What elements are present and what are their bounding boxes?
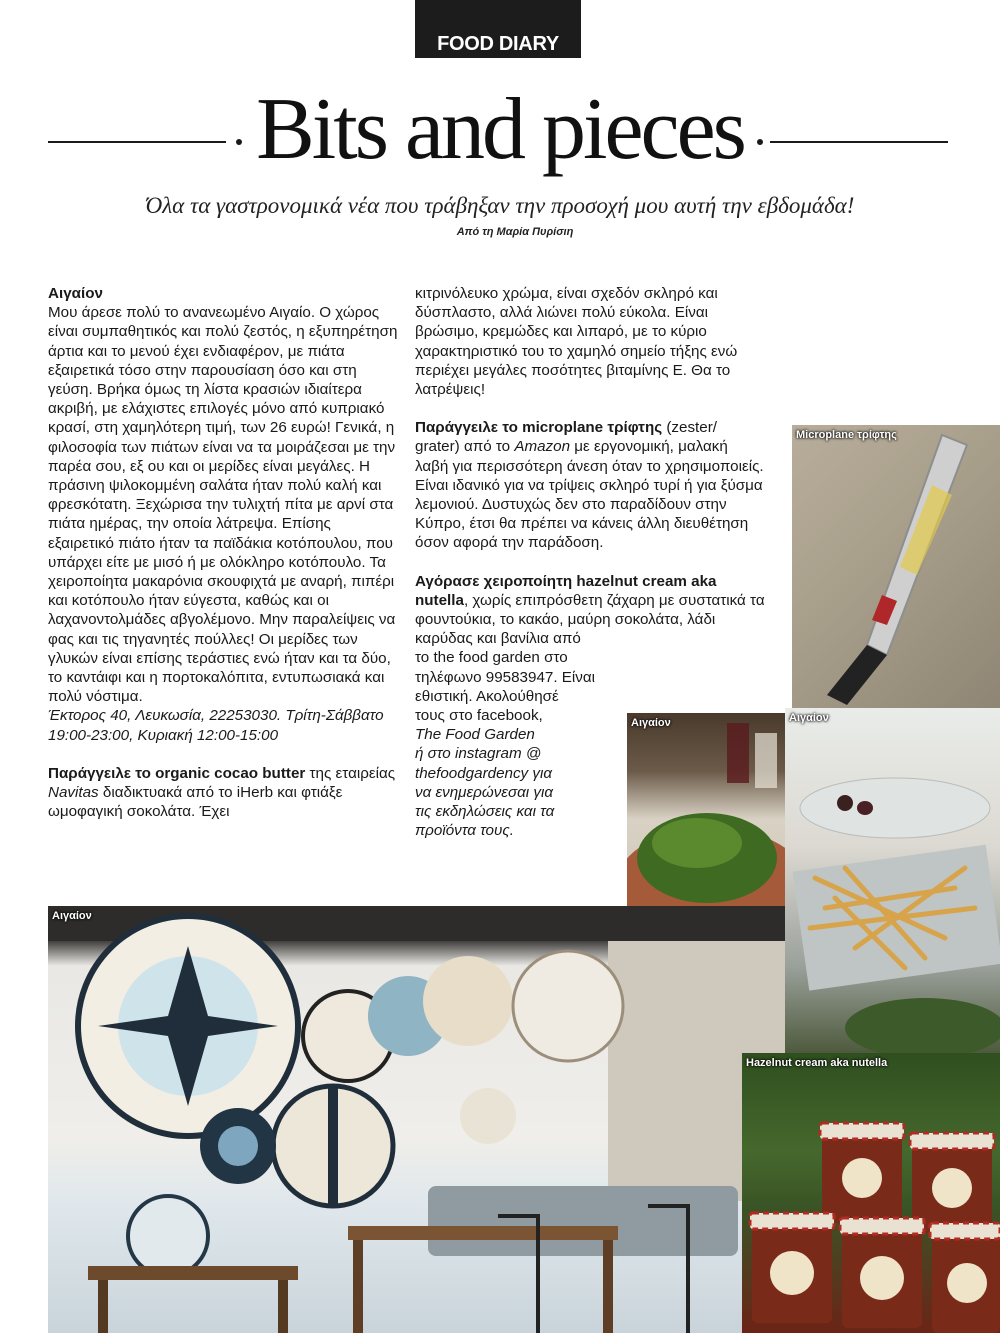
microplane-photo: [792, 425, 1000, 720]
fries-image: [785, 708, 1000, 1053]
restaurant-interior-image: [48, 906, 785, 1333]
title-dot-right: [757, 139, 763, 145]
salad-photo: [627, 713, 792, 906]
hazelnut-line: τηλέφωνο 99583947. Είναι: [415, 668, 596, 686]
cocao-section: [48, 764, 398, 822]
aigaion-section: [48, 284, 398, 745]
hazelnut-line: thefoodgardency για: [415, 764, 552, 782]
byline: Από τη Μαρία Πυρίσιη: [456, 226, 574, 238]
page-title: Bits and pieces: [256, 81, 744, 178]
hazelnut-lead: Αγόρασε χειροποίητη hazelnut cream aka nutella: [415, 572, 717, 609]
hazelnut-line: να ενημερώνεσαι για: [415, 783, 554, 801]
hazelnut-line: ή στο instagram @: [415, 745, 542, 763]
microplane-text-1: (zester/ grater) από το: [415, 419, 717, 456]
cocao-lead: Παράγγειλε το organic cocao butter: [48, 764, 306, 782]
cocao-text-2: διαδικτυακά από το iHerb και φτιάξε ωμοφαγική σοκολάτα. Έχει: [48, 784, 343, 821]
section-tag: FOOD DIARY: [415, 0, 581, 58]
cocao-brand: Navitas: [48, 784, 99, 802]
hazelnut-line: προϊόντα τους.: [415, 822, 514, 840]
restaurant-photo: [48, 906, 785, 1333]
title-dot-left: [236, 139, 242, 145]
microplane-section: [415, 418, 765, 552]
hazelnut-line: εθιστική. Ακολούθησέ: [415, 687, 559, 705]
hazelnut-line: τους στο facebook,: [415, 707, 543, 725]
microplane-grater-image: [792, 425, 1000, 720]
microplane-brand: Amazon: [514, 438, 571, 456]
salad-image: [627, 713, 792, 906]
facebook-page-name: The Food Garden: [415, 726, 535, 744]
article-column-1: [48, 284, 398, 840]
jars-caption: Hazelnut cream aka nutella: [746, 1057, 888, 1069]
aigaion-body: Μου άρεσε πολύ το ανανεωμένο Αιγαίο. Ο χώρος είναι συμπαθητικός και πολύ ζεστός, η εξυπηρέτηση άρτια και το μενού έχει ενδιαφέρον, με πιάτα εξαιρετικά τόσο στην παρουσίαση όσο και στη γεύση. Βρήκα όμως τη λίστα κρασιών ιδιαίτερα ακριβή, με ελάχιστες επιλογές μόνο από κυπριακό κρασί, στη χαμηλότερη τιμή, των 26 ευρώ! Γενικά, η φιλοσοφία των πιάτων είναι να τα μοιράζεσαι με την παρέα σου, εξ ου και οι μερίδες είναι μεγάλες. Η πράσινη ψιλοκομμένη σαλάτα ήταν πολύ καλή και φρεσκότατη. Ξεχώρισα την τυλιχτή πίτα με αρνί στα πιάτα ημέρας, την οποία λάτρεψα. Επίσης εξαιρετικό πιάτο ήταν τα παϊδάκια κοτόπουλου, που υπάρχει είτε με μισό ή με ολόκληρο κοτόπουλο. Τα χειροποίητα μακαρόνια σκουφιχτά με αναρή, πιπέρι και κοτόπουλο ήταν εύγεστα, καθώς και οι λαχανοντολμάδες αβγολέμονο. Μην παραλείψεις να φας και τις τηγανητές πούλλες! Οι μερίδες των γλυκών είναι επίσης τεράστιες ενώ ήταν και τα δύο, το καντάιφι και η πορτοκαλόπιτα, εντυπωσιακά και πολύ νόστιμα.: [48, 304, 398, 706]
hazelnut-line: τις εκδηλώσεις και τα: [415, 803, 555, 821]
cocao-text-1: της εταιρείας: [305, 764, 396, 782]
hazelnut-text-1: , χωρίς επιπρόσθετη ζάχαρη με συστατικά τα φουντούκια, το κακάο, μαύρη σοκολάτα, λάδι καρύδας και βανίλια από: [415, 591, 765, 648]
headline: [0, 80, 1000, 190]
fries-photo: [785, 708, 1000, 1053]
aigaion-address: Έκτορος 40, Λευκωσία, 22253030. Τρίτη-Σάββατο 19:00-23:00, Κυριακή 12:00-15:00: [48, 707, 384, 744]
title-rule-left: [48, 141, 226, 143]
fries-caption: Αιγαίον: [789, 712, 829, 724]
restaurant-caption: Αιγαίον: [52, 910, 92, 922]
cocao-continued: κιτρινόλευκο χρώμα, είναι σχεδόν σκληρό και δύσπλαστο, αλλά λιώνει πολύ εύκολα. Είναι βρώσιμο, κρεμώδες και λιπαρό, με το κύριο χαρακτηριστικό του το χαμηλό σημείο τήξης ενώ περιέχει μεγάλες ποσότητες βιταμίνης Ε. Θα το λατρέψεις!: [415, 285, 738, 399]
jars-image: [742, 1053, 1000, 1333]
microplane-caption: Microplane τρίφτης: [796, 429, 897, 441]
subtitle: Όλα τα γαστρονομικά νέα που τράβηξαν την προσοχή μου αυτή την εβδομάδα!: [145, 193, 855, 218]
aigaion-heading: Αιγαίον: [48, 285, 103, 302]
hazelnut-line: το the food garden στο: [415, 649, 568, 667]
microplane-lead: Παράγγειλε το microplane τρίφτης: [415, 419, 663, 437]
title-rule-right: [770, 141, 948, 143]
microplane-text-2: με εργονομική, μαλακή λαβή για περισσότερη άνεση όταν το χρησιμοποιείς. Είναι ιδανικό για να τρίψεις σκληρό τυρί ή για ξύσμα λεμονιού. Δυστυχώς δεν στο παραδίδουν στην Κύπρο, έτσι θα πρέπει να κάνεις άλλη διευθέτηση όσον αφορά την παράδοση.: [415, 438, 764, 552]
salad-caption: Αιγαίον: [631, 717, 671, 729]
jars-photo: [742, 1053, 1000, 1333]
